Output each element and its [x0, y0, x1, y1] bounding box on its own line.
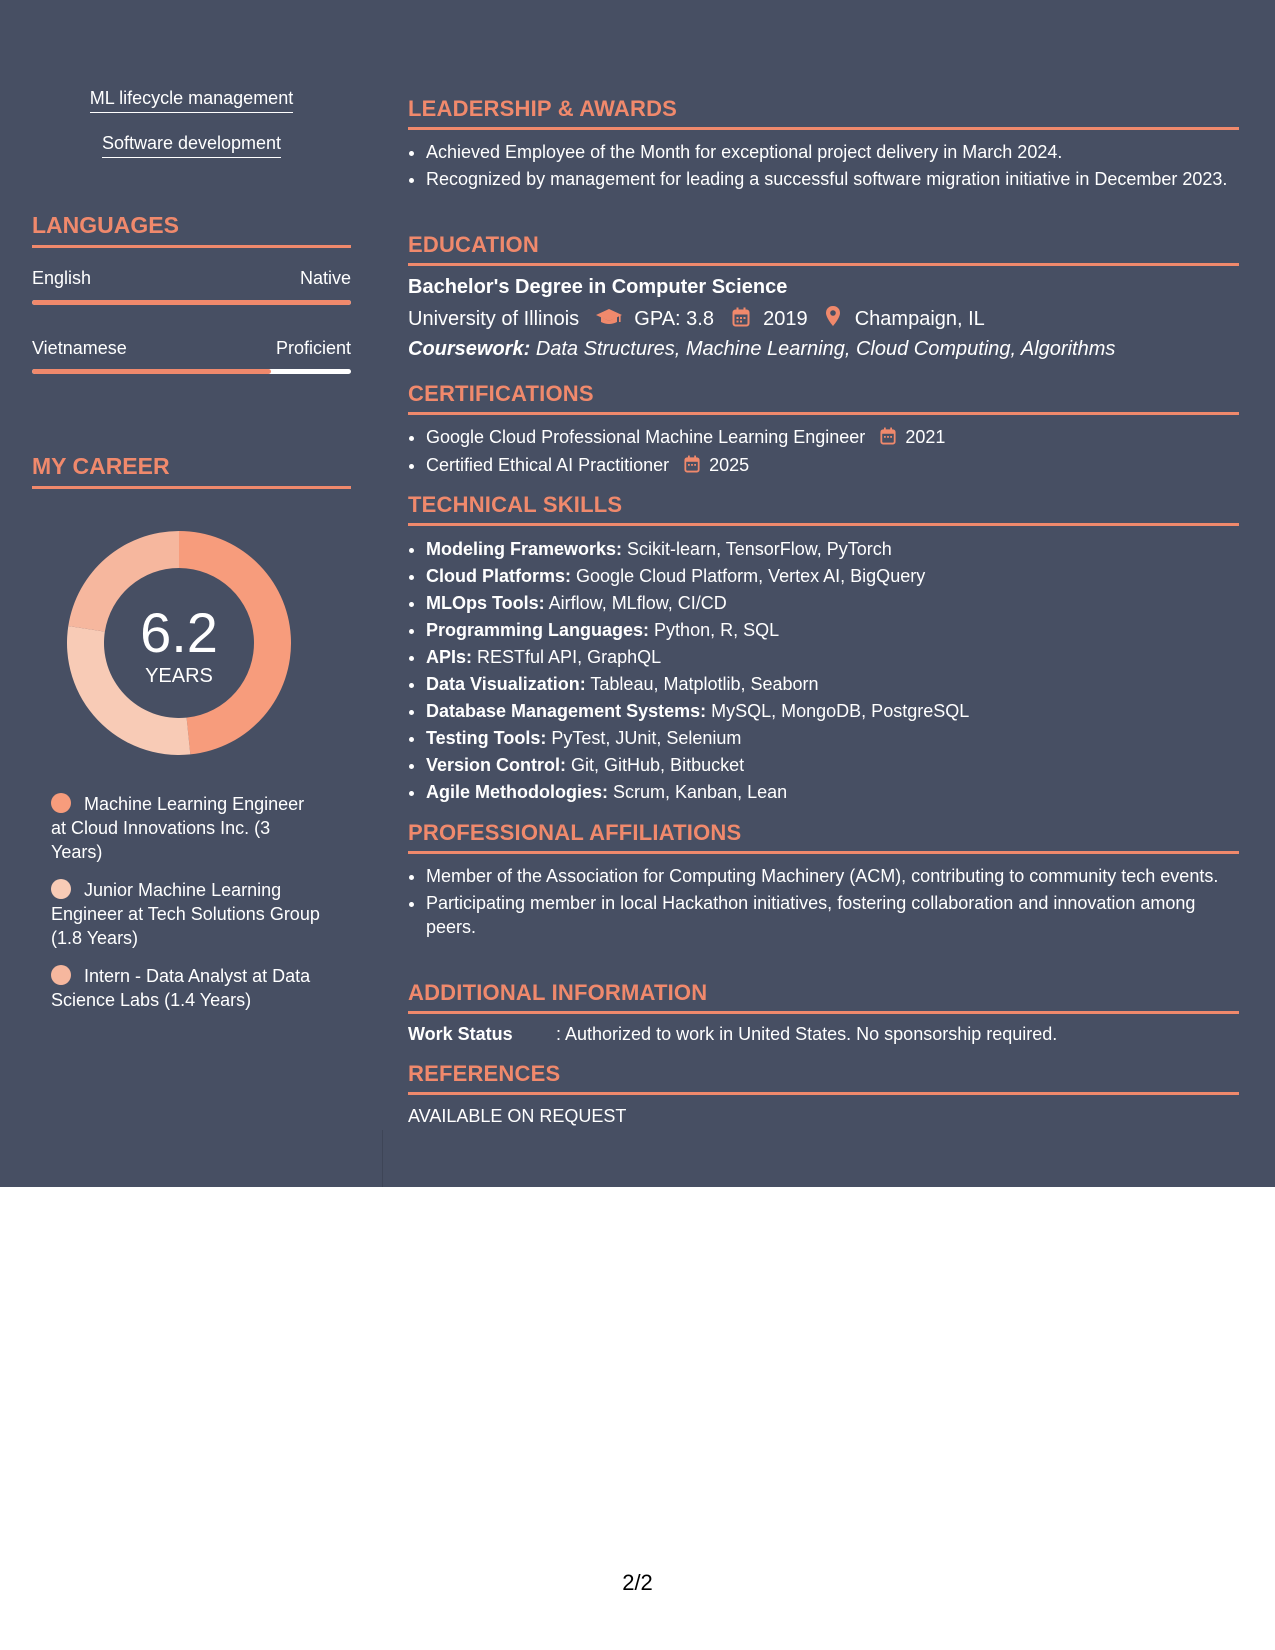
education-section [408, 232, 1239, 361]
list-item: • Data Visualization: Tableau, Matplotlib, Seaborn [426, 671, 1239, 698]
list-item: • Testing Tools: PyTest, JUnit, Selenium [426, 725, 1239, 752]
list-item: • Cloud Platforms: Google Cloud Platform, Vertex AI, BigQuery [426, 563, 1239, 590]
language-level-bar [32, 369, 351, 374]
career-item: Machine Learning Engineer at Cloud Innovations Inc. (3 Years) [51, 794, 305, 862]
degree: Bachelor's Degree in Computer Science [408, 276, 788, 298]
skill-tag: ML lifecycle management [32, 88, 351, 113]
list-item: • Achieved Employee of the Month for exceptional project delivery in March 2024. [426, 140, 1239, 164]
list-item: • Certified Ethical AI Practitioner 2025 [426, 453, 1239, 477]
career-heading: MY CAREER [32, 453, 351, 489]
language-name: Vietnamese [32, 338, 127, 358]
language-level: Proficient [275, 338, 351, 358]
language-level-fill [32, 300, 351, 305]
list-item: • Member of the Association for Computing Machinery (ACM), contributing to community tech events. [426, 864, 1239, 888]
additional-info-section [408, 980, 1239, 1045]
list-item: • MLOps Tools: Airflow, MLflow, CI/CD [426, 590, 1239, 617]
language-name: English [32, 268, 92, 288]
references-section [408, 1061, 1239, 1127]
list-item: • Version Control: Git, GitHub, Bitbucket [426, 752, 1239, 779]
work-status: Work Status : Authorized to work in United States. No sponsorship required. [408, 1024, 1058, 1044]
list-item: • Agile Methodologies: Scrum, Kanban, Lean [426, 779, 1239, 806]
certifications-section [408, 381, 1239, 477]
career-donut [67, 531, 291, 755]
gpa: GPA: 3.8 [634, 308, 714, 330]
list-item: • Recognized by management for leading a successful software migration initiative in December 2023. [426, 167, 1239, 191]
location-pin-icon [825, 305, 841, 327]
language-row [32, 338, 351, 359]
skill-tag: Software development [32, 133, 351, 158]
calendar-icon [880, 427, 896, 445]
graduation-cap-icon [595, 307, 623, 327]
language-level-fill [32, 369, 271, 374]
section-heading: LEADERSHIP & AWARDS [408, 96, 1239, 130]
language-level-bar [32, 300, 351, 305]
location: Champaign, IL [854, 308, 985, 330]
career-unit: YEARS [145, 665, 213, 687]
section-heading: REFERENCES [408, 1061, 1239, 1095]
list-item: • Modeling Frameworks: Scikit-learn, TensorFlow, PyTorch [426, 536, 1239, 563]
leadership-section [408, 96, 1239, 191]
languages-heading: LANGUAGES [32, 212, 351, 248]
school: University of Illinois [408, 308, 580, 330]
list-item: • Google Cloud Professional Machine Learning Engineer 2021 [426, 425, 1239, 449]
section-heading: EDUCATION [408, 232, 1239, 266]
coursework: Coursework: Data Structures, Machine Learning, Cloud Computing, Algorithms [408, 338, 1116, 360]
calendar-icon [732, 307, 750, 327]
career-total: 6.2 [140, 601, 218, 664]
section-heading: PROFESSIONAL AFFILIATIONS [408, 820, 1239, 854]
career-dot-icon [51, 793, 71, 813]
language-row [32, 268, 351, 289]
list-item: • Database Management Systems: MySQL, MongoDB, PostgreSQL [426, 698, 1239, 725]
column-divider [382, 1130, 383, 1187]
career-dot-icon [51, 965, 71, 985]
technical-skills-section [408, 492, 1239, 806]
section-heading: TECHNICAL SKILLS [408, 492, 1239, 526]
career-item: Intern - Data Analyst at Data Science Labs (1.4 Years) [51, 966, 311, 1010]
page-number: 2/2 [622, 1570, 653, 1595]
career-item: Junior Machine Learning Engineer at Tech Solutions Group (1.8 Years) [51, 880, 320, 948]
affiliations-section [408, 820, 1239, 939]
references-text: AVAILABLE ON REQUEST [408, 1106, 627, 1126]
graduation-year: 2019 [763, 308, 808, 330]
list-item: • APIs: RESTful API, GraphQL [426, 644, 1239, 671]
language-level: Native [299, 268, 351, 288]
list-item: • Programming Languages: Python, R, SQL [426, 617, 1239, 644]
section-heading: CERTIFICATIONS [408, 381, 1239, 415]
career-dot-icon [51, 879, 71, 899]
list-item: • Participating member in local Hackathon initiatives, fostering collaboration and innovation among peers. [426, 891, 1239, 939]
calendar-icon [684, 455, 700, 473]
section-heading: ADDITIONAL INFORMATION [408, 980, 1239, 1014]
education-details [408, 305, 1239, 331]
